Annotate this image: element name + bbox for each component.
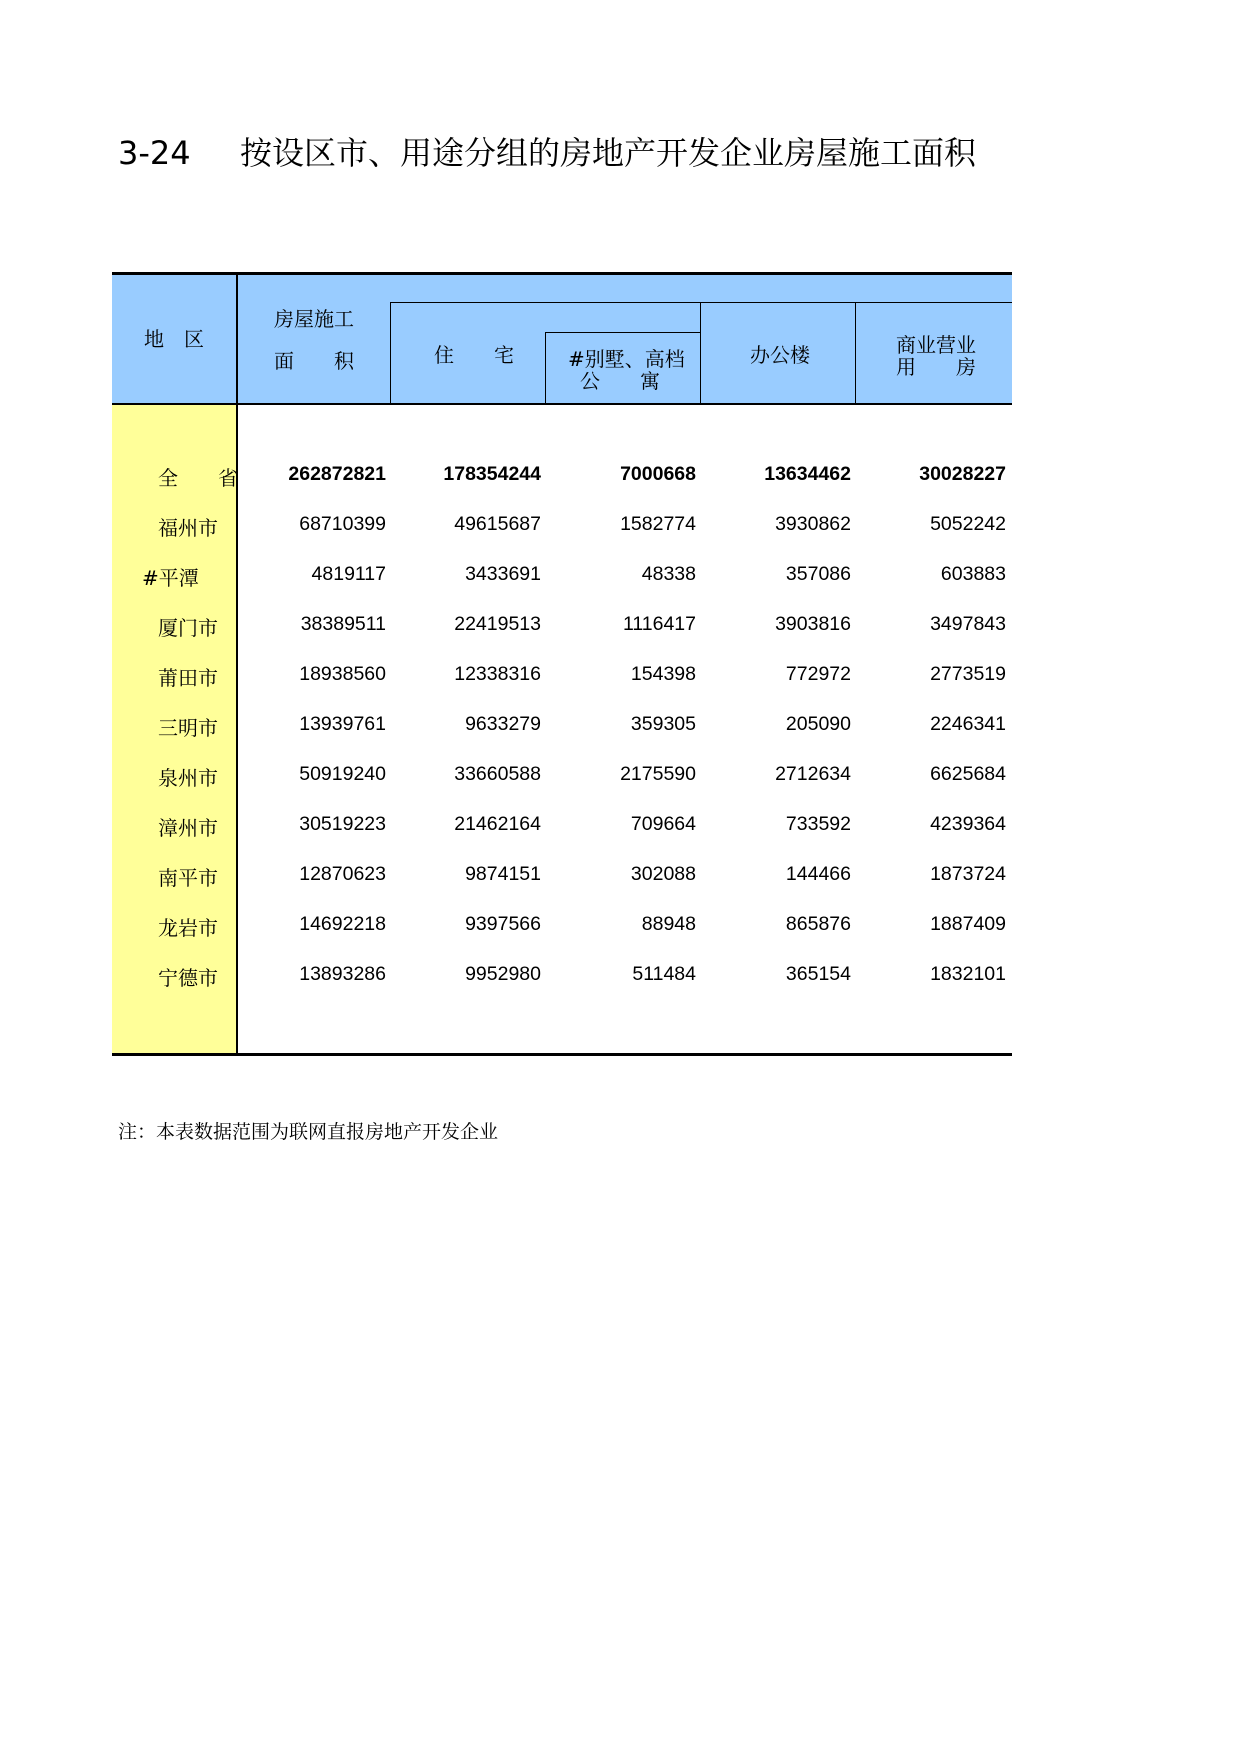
header-divider-1: [390, 302, 391, 403]
row-region: 南平市: [158, 866, 218, 890]
data-table: [112, 272, 1012, 1057]
row-value: 3903816: [775, 613, 851, 635]
row-region: 福州市: [158, 516, 218, 540]
row-value: 33660588: [454, 763, 541, 785]
row-value: 4819117: [311, 563, 386, 585]
row-value: 3433691: [465, 563, 541, 585]
row-region: 三明市: [158, 716, 218, 740]
header-bottom-rule: [112, 403, 1012, 405]
table-bottom-rule: [112, 1053, 1012, 1056]
table-row: [112, 954, 1012, 994]
row-value: 12338316: [454, 663, 541, 685]
header-divider-3: [700, 302, 701, 403]
row-value: 1116417: [622, 613, 696, 635]
table-top-rule: [112, 272, 1012, 275]
row-value: 3930862: [775, 513, 851, 535]
row-value: 13939761: [299, 713, 386, 735]
row-value: 865876: [785, 913, 851, 935]
row-value: 365154: [785, 963, 851, 985]
row-value: 38389511: [300, 613, 386, 635]
row-region: 漳州市: [158, 816, 218, 840]
row-value: 511484: [632, 963, 696, 985]
row-value: 21462164: [454, 813, 541, 835]
table-row: [112, 654, 1012, 694]
row-value: 7000668: [620, 463, 696, 485]
row-value: 709664: [630, 813, 696, 835]
row-region: #平潭: [142, 566, 199, 590]
row-region: 泉州市: [158, 766, 218, 790]
row-value: 359305: [630, 713, 696, 735]
row-value: 2175590: [620, 763, 696, 785]
row-value: 13893286: [299, 963, 386, 985]
row-region: 全 省: [158, 466, 238, 490]
row-value: 1873724: [930, 863, 1006, 885]
row-value: 302088: [630, 863, 696, 885]
table-number: 3-24: [118, 134, 191, 172]
row-value: 178354244: [443, 463, 541, 485]
table-row: [112, 604, 1012, 644]
row-value: 1582774: [620, 513, 696, 535]
row-value: 30519223: [299, 813, 386, 835]
row-value: 18938560: [299, 663, 386, 685]
row-value: 772972: [785, 663, 851, 685]
table-row: [112, 904, 1012, 944]
table-row: [112, 804, 1012, 844]
row-value: 9874151: [465, 863, 541, 885]
table-row: [112, 504, 1012, 544]
row-value: 154398: [630, 663, 696, 685]
row-value: 49615687: [454, 513, 541, 535]
row-value: 262872821: [288, 463, 386, 485]
row-value: 1832101: [930, 963, 1006, 985]
row-value: 3497843: [930, 613, 1006, 635]
table-row: [112, 704, 1012, 744]
villa-header-rule: [545, 332, 700, 333]
row-value: 4239364: [930, 813, 1006, 835]
row-value: 5052242: [930, 513, 1006, 535]
row-value: 9952980: [465, 963, 541, 985]
row-value: 50919240: [299, 763, 386, 785]
row-value: 9633279: [465, 713, 541, 735]
page-title: [118, 128, 976, 174]
header-region: 地 区: [144, 327, 204, 351]
table-row: [112, 854, 1012, 894]
row-value: 48338: [641, 563, 696, 585]
header-commercial-line1: 商业营业: [896, 333, 976, 357]
table-row: [112, 754, 1012, 794]
row-value: 2712634: [775, 763, 851, 785]
row-region: 莆田市: [158, 666, 218, 690]
row-value: 2773519: [930, 663, 1006, 685]
row-value: 6625684: [930, 763, 1006, 785]
row-value: 12870623: [299, 863, 386, 885]
table-title: 按设区市、用途分组的房地产开发企业房屋施工面积: [240, 134, 977, 172]
row-region: 厦门市: [158, 616, 218, 640]
row-value: 9397566: [465, 913, 541, 935]
header-group-rule: [390, 302, 1012, 303]
header-background: [112, 275, 1012, 403]
header-villa-line1: #别墅、高档: [568, 347, 685, 371]
row-region: 龙岩市: [158, 916, 218, 940]
row-value: 205090: [785, 713, 851, 735]
header-divider-4: [855, 302, 856, 403]
header-commercial-line2: 用 房: [896, 355, 976, 379]
header-office: 办公楼: [750, 343, 810, 367]
row-value: 144466: [785, 863, 851, 885]
header-total-line2: 面 积: [274, 349, 354, 373]
row-value: 22419513: [454, 613, 541, 635]
row-value: 88948: [641, 913, 696, 935]
table-note: 注：本表数据范围为联网直报房地产开发企业: [118, 1121, 499, 1143]
table-row: [112, 554, 1012, 594]
header-total-line1: 房屋施工: [274, 307, 354, 331]
row-value: 733592: [785, 813, 851, 835]
row-value: 1887409: [930, 913, 1006, 935]
row-value: 13634462: [764, 463, 851, 485]
row-region: 宁德市: [158, 966, 218, 990]
row-value: 30028227: [919, 463, 1006, 485]
header-residential: 住 宅: [434, 343, 514, 367]
table-row: [112, 454, 1012, 494]
header-villa-line2: 公 寓: [580, 369, 660, 393]
row-value: 14692218: [299, 913, 386, 935]
row-value: 603883: [940, 563, 1006, 585]
row-value: 357086: [785, 563, 851, 585]
row-value: 2246341: [930, 713, 1006, 735]
header-divider-2: [545, 332, 546, 403]
row-value: 68710399: [299, 513, 386, 535]
